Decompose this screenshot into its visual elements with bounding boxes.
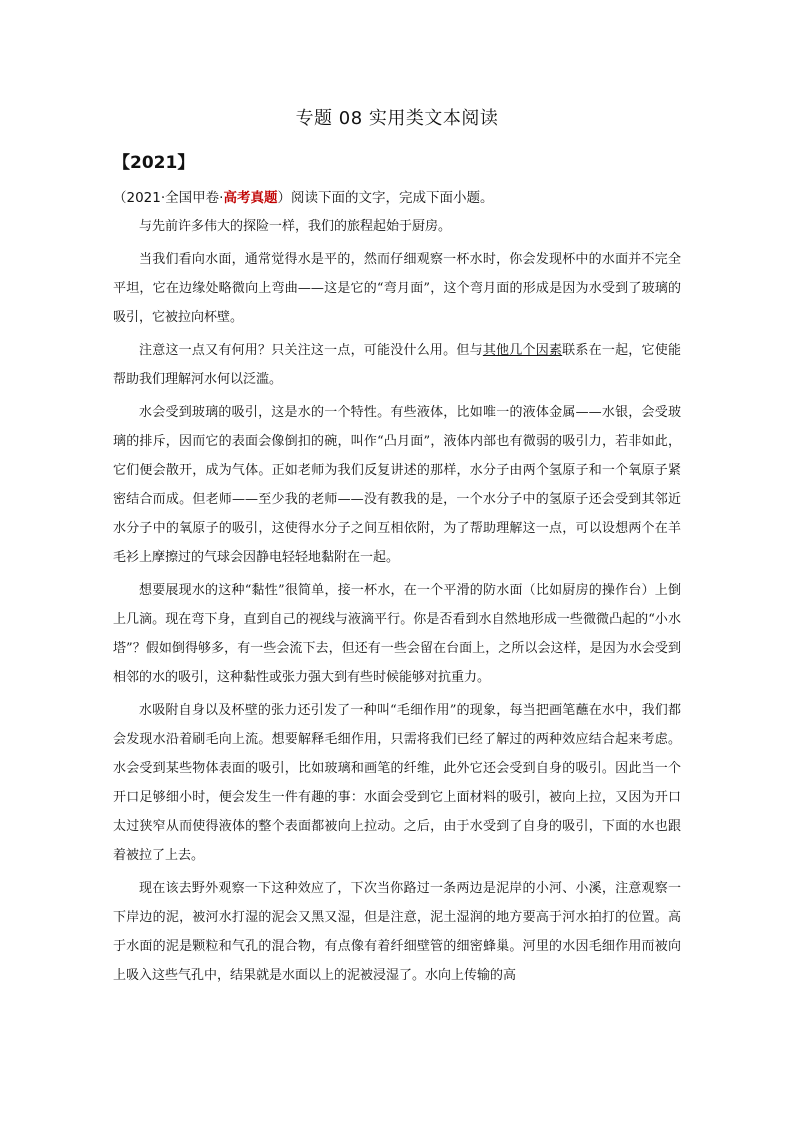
source-suffix: ）阅读下面的文字，完成下面小题。 (277, 190, 494, 206)
paragraph-7: 现在该去野外观察一下这种效应了，下次当你路过一条两边是泥岸的小河、小溪，注意观察一下岸边的泥，被河水打湿的泥会又黑又湿，但是注意，泥土湿润的地方要高于河水拍打的位置。高于水面的泥是颗粒和气孔的混合物，有点像有着纤细壁管的细密蜂巢。河里的水因毛细作用而被向上吸入这些气孔中，结果就是水面以上的泥被浸湿了。水向上传输的高 (113, 881, 681, 983)
paragraph-4: 水会受到玻璃的吸引，这是水的一个特性。有些液体，比如唯一的液体金属——水银，会受玻璃的排斥，因而它的表面会像倒扣的碗，叫作“凸月面”，液体内部也有微弱的吸引力，若非如此，它们便会散开，成为气体。正如老师为我们反复讲述的那样，水分子由两个氢原子和一个氧原子紧密结合而成。但老师——至少我的老师——没有教我的是，一个水分子中的氢原子还会受到其邻近水分子中的氧原子的吸引，这使得水分子之间互相依附，为了帮助理解这一点，可以设想两个在羊毛衫上摩擦过的气球会因静电轻轻地黏附在一起。 (113, 405, 681, 565)
paragraph-6: 水吸附自身以及杯壁的张力还引发了一种叫“毛细作用”的现象，每当把画笔蘸在水中，我们都会发现水沿着刷毛向上流。想要解释毛细作用，只需将我们已经了解过的两种效应结合起来考虑。水会受到某些物体表面的吸引，比如玻璃和画笔的纤维，此外它还会受到自身的吸引。因此当一个开口足够细小时，便会发生一件有趣的事：水面会受到它上面材料的吸引，被向上拉，又因为开口太过狭窄从而使得液体的整个表面都被向上拉动。之后，由于水受到了自身的吸引，下面的水也跟着被拉了上去。 (113, 703, 681, 863)
source-highlight: 高考真题 (223, 190, 278, 206)
underlined-phrase: 其他几个因素 (482, 343, 563, 358)
article-body (113, 212, 681, 994)
paragraph-3-before: 注意这一点又有何用？只关注这一点，可能没什么用。但与 (139, 343, 483, 358)
paragraph-3-after: 联系在一起，它使能帮助我们理解河水何以泛滥。 (113, 343, 681, 387)
paragraph-1: 与先前许多伟大的探险一样，我们的旅程起始于厨房。 (139, 219, 452, 234)
paragraph-3 (113, 336, 681, 394)
question-source-line (113, 186, 681, 206)
year-heading: 【2021】 (113, 153, 195, 173)
document-title: 专题 08 实用类文本阅读 (295, 108, 499, 129)
source-prefix: （2021·全国甲卷· (113, 190, 224, 206)
paragraph-5: 想要展现水的这种“黏性”很简单，接一杯水，在一个平滑的防水面（比如厨房的操作台）上倒上几滴。现在弯下身，直到自己的视线与液滴平行。你是否看到水自然地形成一些微微凸起的“小水塔”？假如倒得够多，有一些会流下去，但还有一些会留在台面上，之所以会这样，是因为水会受到相邻的水的吸引，这种黏性或张力强大到有些时候能够对抗重力。 (113, 583, 681, 685)
paragraph-2: 当我们看向水面，通常觉得水是平的，然而仔细观察一杯水时，你会发现杯中的水面并不完全平坦，它在边缘处略微向上弯曲——这是它的“弯月面”，这个弯月面的形成是因为水受到了玻璃的吸引，它被拉向杯壁。 (113, 252, 681, 325)
